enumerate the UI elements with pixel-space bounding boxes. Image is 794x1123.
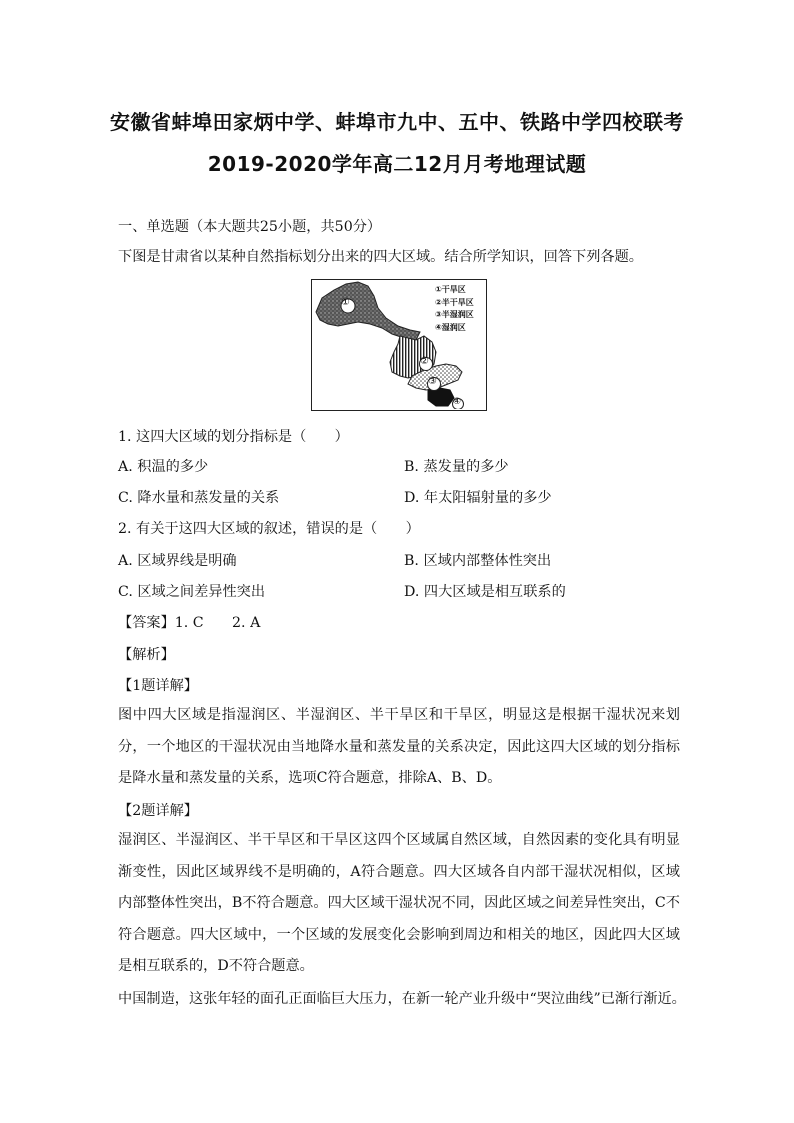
question-1-option-b: B. 蒸发量的多少: [404, 459, 509, 475]
legend-item-arid: ①干旱区: [435, 285, 466, 294]
question-intro: 下图是甘肃省以某种自然指标划分出来的四大区域。结合所学知识，回答下列各题。: [118, 249, 643, 265]
map-marker-2: ②: [420, 356, 429, 367]
document-title-line-2: 2019-2020学年高二12月月考地理试题: [207, 152, 587, 176]
map-legend: [435, 284, 474, 334]
question-1-option-a: A. 积温的多少: [118, 459, 209, 475]
q2-detail-label: 【2题详解】: [118, 803, 198, 819]
q1-detail-label: 【1题详解】: [118, 678, 198, 694]
region-arid: [316, 282, 420, 340]
question-1-option-d: D. 年太阳辐射量的多少: [404, 490, 552, 506]
question-2-option-d: D. 四大区域是相互联系的: [404, 584, 566, 600]
legend-item-semi-arid: ②半干旱区: [435, 297, 474, 307]
question-2-option-c: C. 区域之间差异性突出: [118, 584, 266, 600]
answer-line: 【答案】1. C 2. A: [118, 615, 261, 631]
q1-detail-paragraph: 图中四大区域是指湿润区、半湿润区、半干旱区和干旱区，明显这是根据干湿状况来划分，一个地区的干湿状况由当地降水量和蒸发量的关系决定，因此这四大区域的划分指标是降水量和蒸发量的关系，选项C符合题意，排除A、B、D。: [118, 707, 680, 786]
question-1-option-c: C. 降水量和蒸发量的关系: [118, 490, 280, 506]
legend-item-semi-humid: ③半湿润区: [435, 310, 474, 319]
question-2-option-b: B. 区域内部整体性突出: [404, 553, 552, 569]
document-title-line-1: 安徽省蚌埠田家炳中学、蚌埠市九中、五中、铁路中学四校联考: [110, 110, 684, 134]
question-1-stem: 1. 这四大区域的划分指标是（ ）: [118, 429, 349, 445]
map-marker-3: ③: [428, 376, 437, 387]
question-2-option-a: A. 区域界线是明确: [118, 553, 237, 569]
region-humid: [428, 388, 454, 406]
q2-detail-paragraph: 湿润区、半湿润区、半干旱区和干旱区这四个区域属自然区域，自然因素的变化具有明显渐变性，因此区域界线不是明确的，A符合题意。四大区域各自内部干湿状况相似，区域内部整体性突出，B不符合题意。四大区域干湿状况不同，因此区域之间差异性突出，C不符合题意。四大区域中，一个区域的发展变化会影响到周边和相关的地区，因此四大区域是相互联系的，D不符合题意。: [118, 832, 680, 974]
legend-item-humid: ④湿润区: [435, 322, 466, 332]
map-marker-4: ④: [453, 397, 462, 407]
analysis-label: 【解析】: [118, 647, 175, 663]
closing-passage: 中国制造，这张年轻的面孔正面临巨大压力，在新一轮产业升级中“哭泣曲线”已渐行渐近。: [118, 991, 686, 1007]
section-header: 一、单选题（本大题共25小题，共50分）: [118, 219, 382, 235]
question-2-stem: 2. 有关于这四大区域的叙述，错误的是（ ）: [118, 521, 420, 537]
map-marker-1: ①: [341, 297, 350, 308]
gansu-region-map: [311, 279, 487, 411]
